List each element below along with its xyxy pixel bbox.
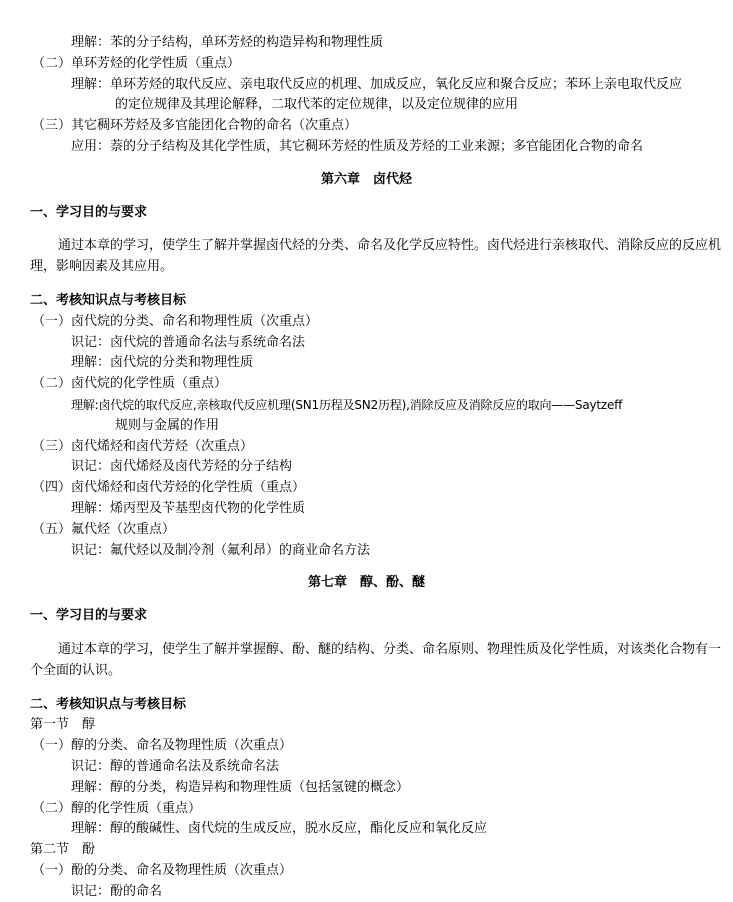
text-line: 识记：卤代烯烃及卤代芳烃的分子结构 [71,459,293,475]
section-heading: 一、学习目的与要求 [30,204,148,220]
subsection-heading: （三）其它稠环芳烃及多官能团化合物的命名（次重点） [32,118,358,134]
text-line: 识记：醇的普通命名法及系统命名法 [71,758,280,774]
text-line: 理解：醇的酸碱性、卤代烷的生成反应，脱水反应，酯化反应和氧化反应 [71,821,488,837]
text-line: 识记：氟代烃以及制冷剂（氟利昂）的商业命名方法 [71,542,371,558]
node-heading: 第二节 酚 [30,842,96,858]
subsection-heading: （一）醇的分类、命名及物理性质（次重点） [32,738,293,754]
subsection-heading: （二）醇的化学性质（重点） [32,800,202,816]
subsection-heading: （一）酚的分类、命名及物理性质（次重点） [32,862,293,878]
section-heading: 二、考核知识点与考核目标 [30,696,187,712]
text-line: 理解:卤代烷的取代反应,亲核取代反应机理(SN1历程及SN2历程),消除反应及消除反应的取向——Saytzeff [71,397,623,412]
text-line: 的定位规律及其理论解释，二取代苯的定位规律，以及定位规律的应用 [115,97,519,113]
text-line: 应用：萘的分子结构及其化学性质，其它稠环芳烃的性质及芳烃的工业来源；多官能团化合物的命名 [71,138,644,154]
subsection-heading: （五）氟代烃（次重点） [32,521,176,537]
text-line: 理解：单环芳烃的取代反应、亲电取代反应的机理、加成反应，氧化反应和聚合反应；苯环上亲电取代反应 [71,76,683,92]
node-heading: 第一节 醇 [30,717,96,733]
subsection-heading: （四）卤代烯烃和卤代芳烃的化学性质（重点） [32,480,306,496]
paragraph: 通过本章的学习，使学生了解并掌握醇、酚、醚的结构、分类、命名原则、物理性质及化学性质，对该类化合物有一个全面的认识。 [30,641,722,678]
text-line: 识记：酚的命名 [71,883,163,899]
text-line: 理解：苯的分子结构，单环芳烃的构造异构和物理性质 [71,35,384,50]
text-line: 理解：烯丙型及苄基型卤代物的化学性质 [71,500,306,516]
subsection-heading: （二）单环芳烃的化学性质（重点） [32,55,241,71]
section-heading: 一、学习目的与要求 [30,608,148,624]
subsection-heading: （三）卤代烯烃和卤代芳烃（次重点） [32,438,254,454]
text-line: 理解：卤代烷的分类和物理性质 [71,355,254,371]
chapter-title: 第七章 醇、酚、醚 [307,575,425,591]
text-line: 理解：醇的分类，构造异构和物理性质（包括氢键的概念） [71,779,410,795]
subsection-heading: （二）卤代烷的化学性质（重点） [32,376,228,392]
chapter-title: 第六章 卤代烃 [320,171,412,187]
text-line: 识记：卤代烷的普通命名法与系统命名法 [71,334,306,350]
section-heading: 二、考核知识点与考核目标 [30,292,187,308]
text-line: 规则与金属的作用 [115,417,220,433]
paragraph: 通过本章的学习，使学生了解并掌握卤代烃的分类、命名及化学反应特性。卤代烃进行亲核取代、消除反应的反应机理，影响因素及其应用。 [30,238,722,275]
subsection-heading: （一）卤代烷的分类、命名和物理性质（次重点） [32,313,319,329]
